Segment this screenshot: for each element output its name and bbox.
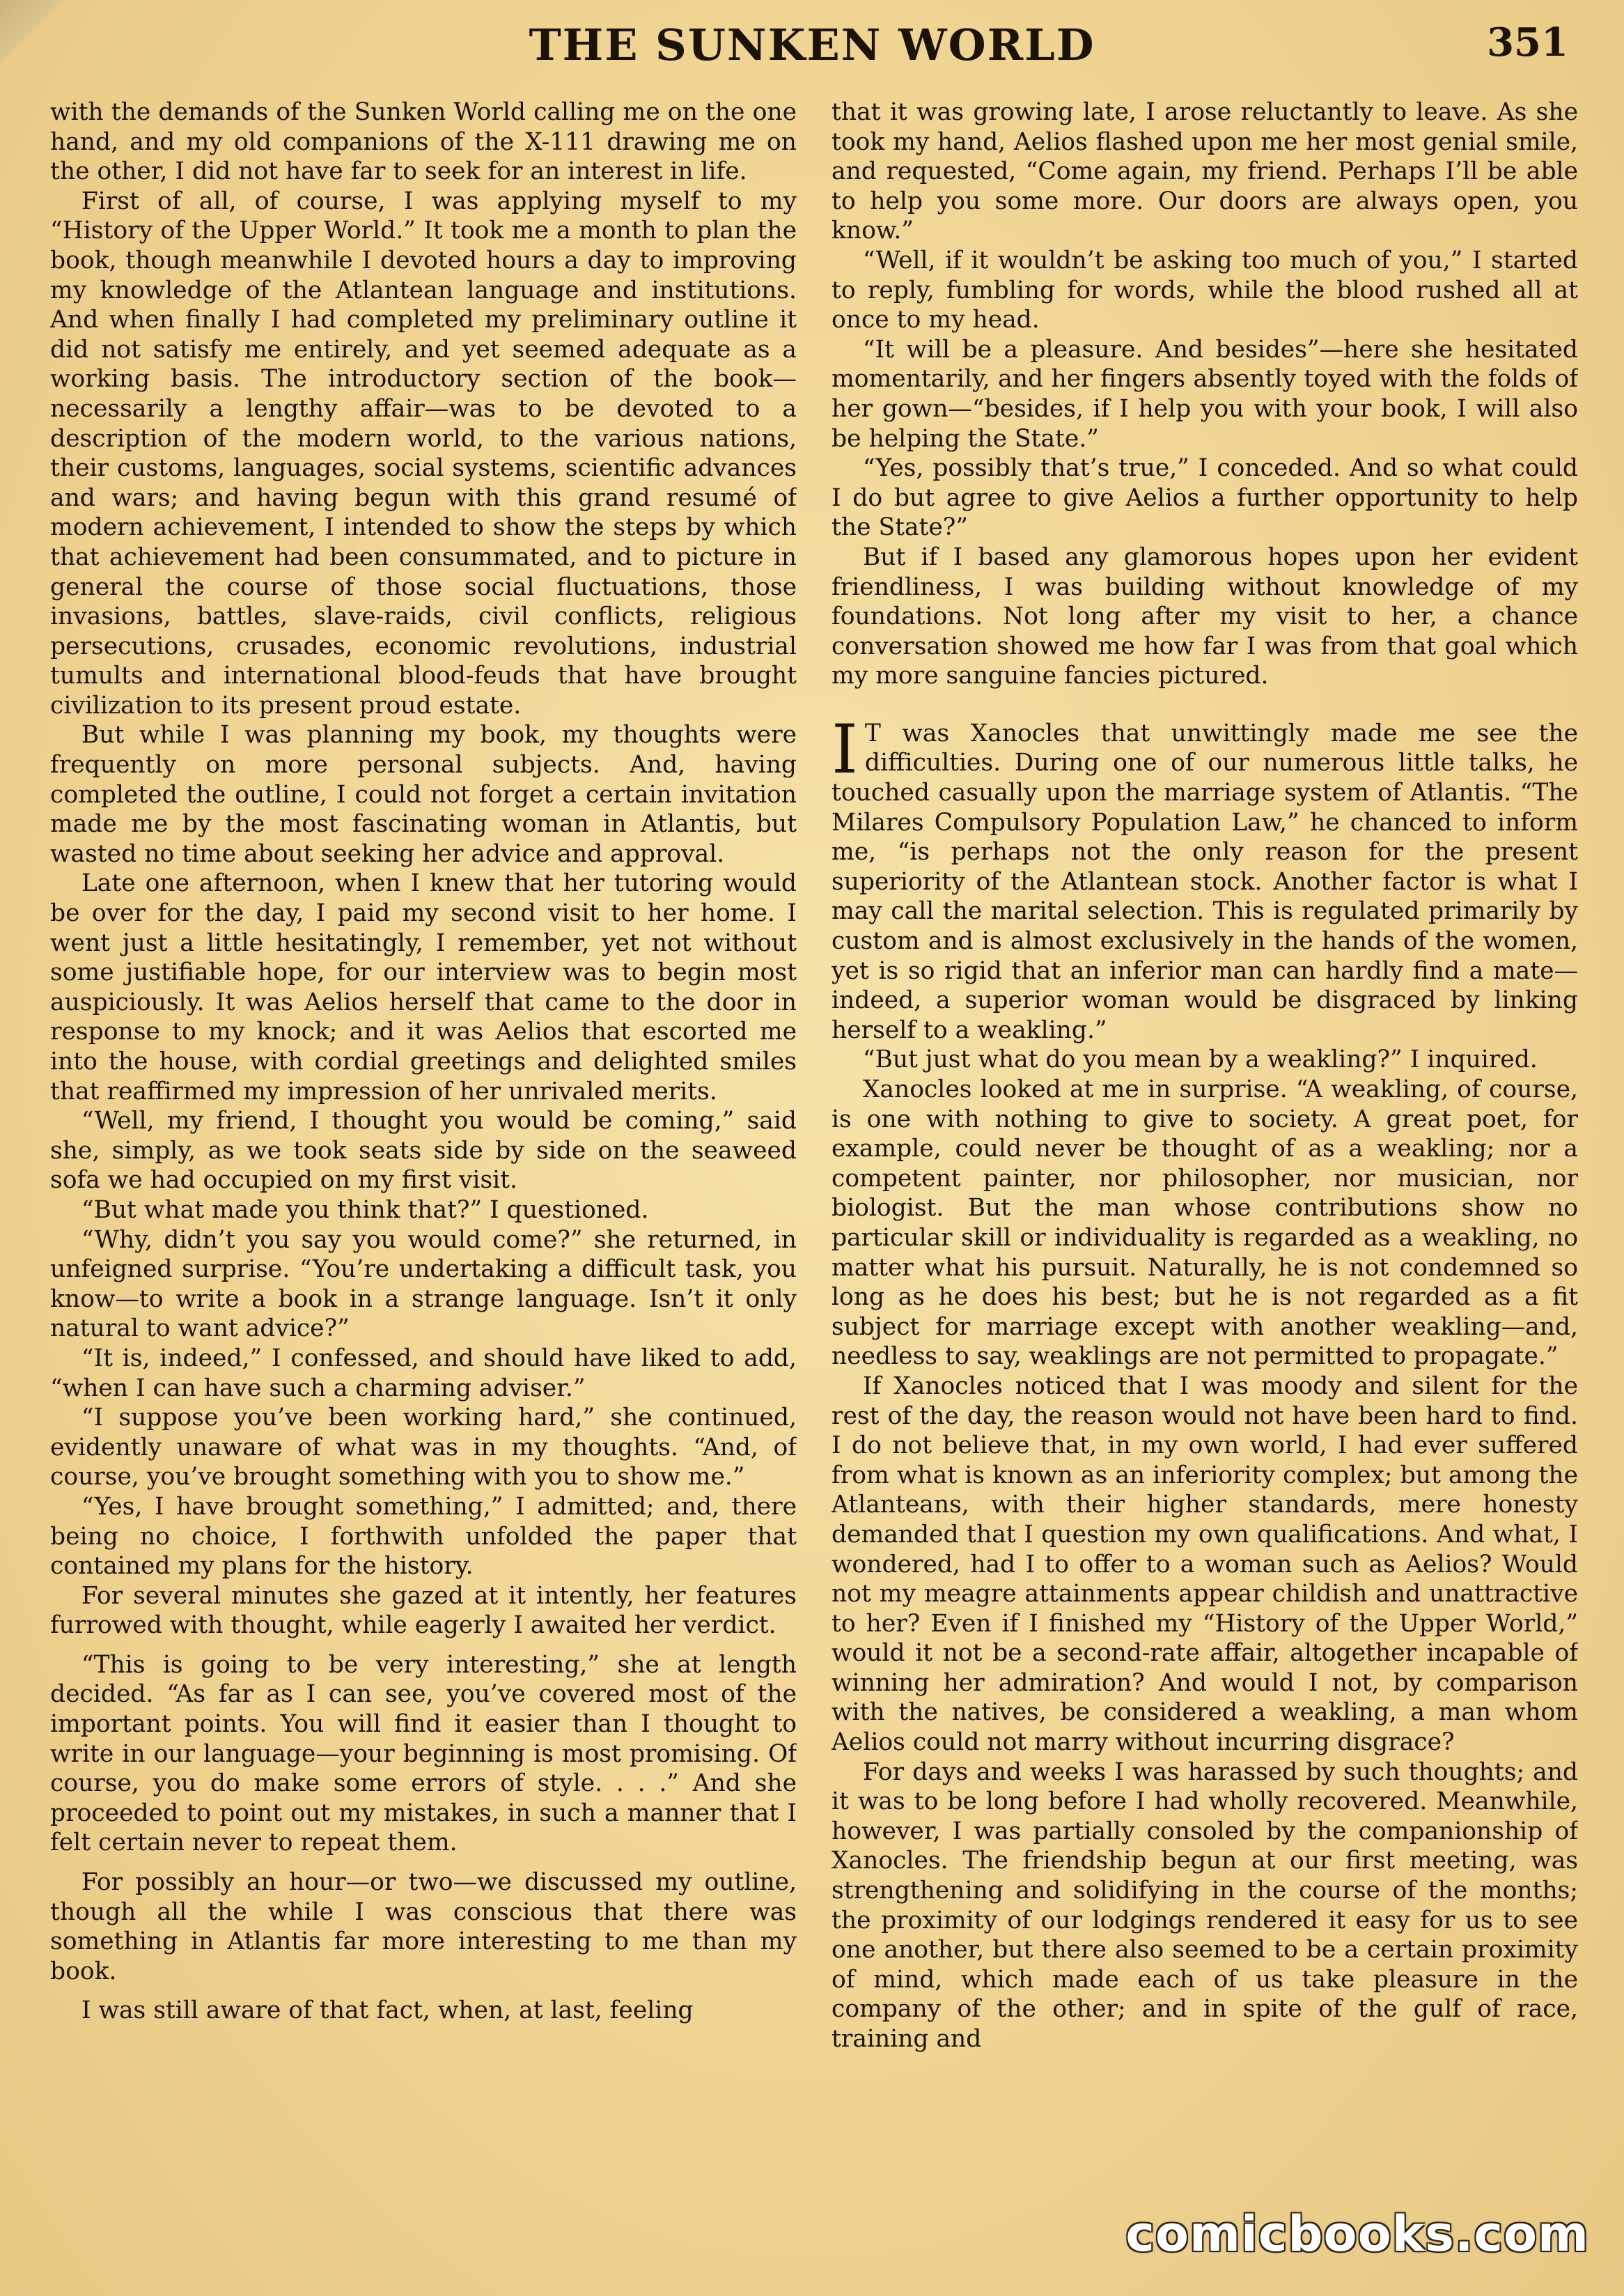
paragraph: First of all, of course, I was applying myself to my “History of the Upper World.” It took me a month to plan the book, though meanwhile I devoted hours a day to improving my knowledge of the Atlantean language and institutions. And when finally I had completed my preliminary outline it did not satisfy me entirely, and yet seemed adequate as a working basis. The introductory section of the book—necessarily a lengthy affair—was to be devoted to a description of the modern world, to the various nations, their customs, languages, social systems, scientific advances and wars; and having begun with this grand resumé of modern achievement, I intended to show the steps by which that achievement had been consummated, and to picture in general the course of those social fluctuations, those invasions, battles, slave-raids, civil conflicts, religious persecutions, crusades, economic revolutions, industrial tumults and international blood-feuds that have brought civilization to its present proud estate. xyxy=(50,187,797,720)
paragraph: “Well, if it wouldn’t be asking too much of you,” I started to reply, fumbling for words, while the blood rushed all at once to my head. xyxy=(831,246,1578,334)
page-header xyxy=(49,20,1575,82)
paragraph: “I suppose you’ve been working hard,” she continued, evidently unaware of what was in my thoughts. “And, of course, you’ve brought something with you to show me.” xyxy=(50,1404,797,1491)
paragraph: “Well, my friend, I thought you would be coming,” said she, simply, as we took seats side by side on the seaweed sofa we had occupied on my first visit. xyxy=(50,1107,797,1195)
paragraph: If Xanocles noticed that I was moody and silent for the rest of the day, the reason would not have been hard to find. I do not believe that, in my own world, I had ever suffered from what is known as an inferiority complex; but among the Atlanteans, with their higher standards, mere honesty demanded that I question my own qualifications. And what, I wondered, had I to offer to a woman such as Aelios? Would not my meagre attainments appear childish and unattractive to her? Even if I finished my “History of the Upper World,” would it not be a second-rate affair, altogether incapable of winning her admiration? And would I not, by comparison with the natives, be considered a weakling, a man whom Aelios could not marry without incurring disgrace? xyxy=(831,1372,1578,1757)
page-number: 351 xyxy=(1487,20,1568,65)
paragraph: “Why, didn’t you say you would come?” she returned, in unfeigned surprise. “You’re undertaking a difficult task, you know—to write a book in a strange language. Isn’t it only natural to want advice?” xyxy=(50,1225,797,1343)
site-watermark: comicbooks.com xyxy=(1125,2205,1589,2263)
section-break xyxy=(831,691,1578,719)
paragraph: I was still aware of that fact, when, at last, feeling xyxy=(81,1996,694,2025)
paragraph: But while I was planning my book, my thoughts were frequently on more personal subjects. And, having completed the outline, I could not forget a certain invitation made me by the most fascinating woman in Atlantis, but wasted no time about seeking her advice and approval. xyxy=(50,721,797,868)
paragraph: “But just what do you mean by a weakling?” I inquired. xyxy=(862,1046,1538,1074)
paragraph: “This is going to be very interesting,” she at length decided. “As far as I can see, you’ve covered most of the important points. You will find it easier than I thought to write in our language—your beginning is most promising. Of course, you do make some errors of style. . . .” And she proceeded to point out my mistakes, in such a manner that I felt certain never to repeat them. xyxy=(50,1650,797,1857)
paragraph: with the demands of the Sunken World calling me on the one hand, and my old companions of the X-111 drawing me on the other, I did not have far to seek for an interest in life. xyxy=(50,98,797,186)
paragraph: “It will be a pleasure. And besides”—here she hesitated momentarily, and her fingers absently toyed with the folds of her gown—“besides, if I help you with your book, I will also be helping the State.” xyxy=(831,335,1578,453)
paragraph: that it was growing late, I arose reluctantly to leave. As she took my hand, Aelios flashed upon me her most genial smile, and requested, “Come again, my friend. Perhaps I’ll be able to help you some more. Our doors are always open, you know.” xyxy=(831,98,1578,245)
section-opening-text: T was Xanocles that unwittingly made me see the difficulties. During one of our numerous little talks, he touched casually upon the marriage system of Atlantis. “The Milares Compulsory Population Law,” he chanced to inform me, “is perhaps not the only reason for the present superiority of the Atlantean stock. Another factor is what I may call the marital selection. This is regulated primarily by custom and is almost exclusively in the hands of the women, yet is so rigid that an inferior man can hardly find a mate—indeed, a superior woman would be disgraced by linking herself to a weakling.” xyxy=(831,719,1578,1044)
left-column xyxy=(50,98,797,2257)
drop-cap: I xyxy=(831,710,858,789)
paragraph: “It is, indeed,” I confessed, and should have liked to add, “when I can have such a charming adviser.” xyxy=(50,1344,797,1402)
paragraph: “But what made you think that?” I questioned. xyxy=(81,1195,649,1224)
paragraph: For several minutes she gazed at it intently, her features furrowed with thought, while eagerly I awaited her verdict. xyxy=(50,1581,797,1640)
paragraph: But if I based any glamorous hopes upon her evident friendliness, I was building without knowledge of my foundations. Not long after my visit to her, a chance conversation showed me how far I was from that goal which my more sanguine fancies pictured. xyxy=(831,543,1578,690)
section-opening-paragraph xyxy=(831,710,1578,1046)
paragraph: For possibly an hour—or two—we discussed my outline, though all the while I was conscious that there was something in Atlantis far more interesting to me than my book. xyxy=(50,1868,797,1985)
running-title: THE SUNKEN WORLD xyxy=(529,20,1095,70)
paragraph: Xanocles looked at me in surprise. “A weakling, of course, is one with nothing to give to society. A great poet, for example, could never be thought of as a weakling; nor a competent painter, nor philosopher, nor musician, nor biologist. But the man whose contributions show no particular skill or individuality is regarded as a weakling, no matter what his pursuit. Naturally, he is not condemned so long as he does his best; but he is not regarded as a fit subject for marriage except with another weakling—and, needless to say, weaklings are not permitted to propagate.” xyxy=(831,1076,1578,1371)
right-column xyxy=(831,98,1578,2257)
paragraph: “Yes, I have brought something,” I admitted; and, there being no choice, I forthwith unfolded the paper that contained my plans for the history. xyxy=(50,1492,797,1581)
paragraph: For days and weeks I was harassed by such thoughts; and it was to be long before I had wholly recovered. Meanwhile, however, I was partially consoled by the companionship of Xanocles. The friendship begun at our first meeting, was strengthening and solidifying in the course of the months; the proximity of our lodgings rendered it easy for us to see one another, but there also seemed to be a certain proximity of mind, which made each of us take pleasure in the company of the other; and in spite of the gulf of race, training and xyxy=(831,1758,1578,2053)
paragraph: “Yes, possibly that’s true,” I conceded. And so what could I do but agree to give Aelios a further opportunity to help the State?” xyxy=(831,454,1578,542)
paragraph: Late one afternoon, when I knew that her tutoring would be over for the day, I paid my second visit to her home. I went just a little hesitatingly, I remember, yet not without some justifiable hope, for our interview was to begin most auspiciously. It was Aelios herself that came to the door in response to my knock; and it was Aelios that escorted me into the house, with cordial greetings and delighted smiles that reaffirmed my impression of her unrivaled merits. xyxy=(50,869,797,1106)
